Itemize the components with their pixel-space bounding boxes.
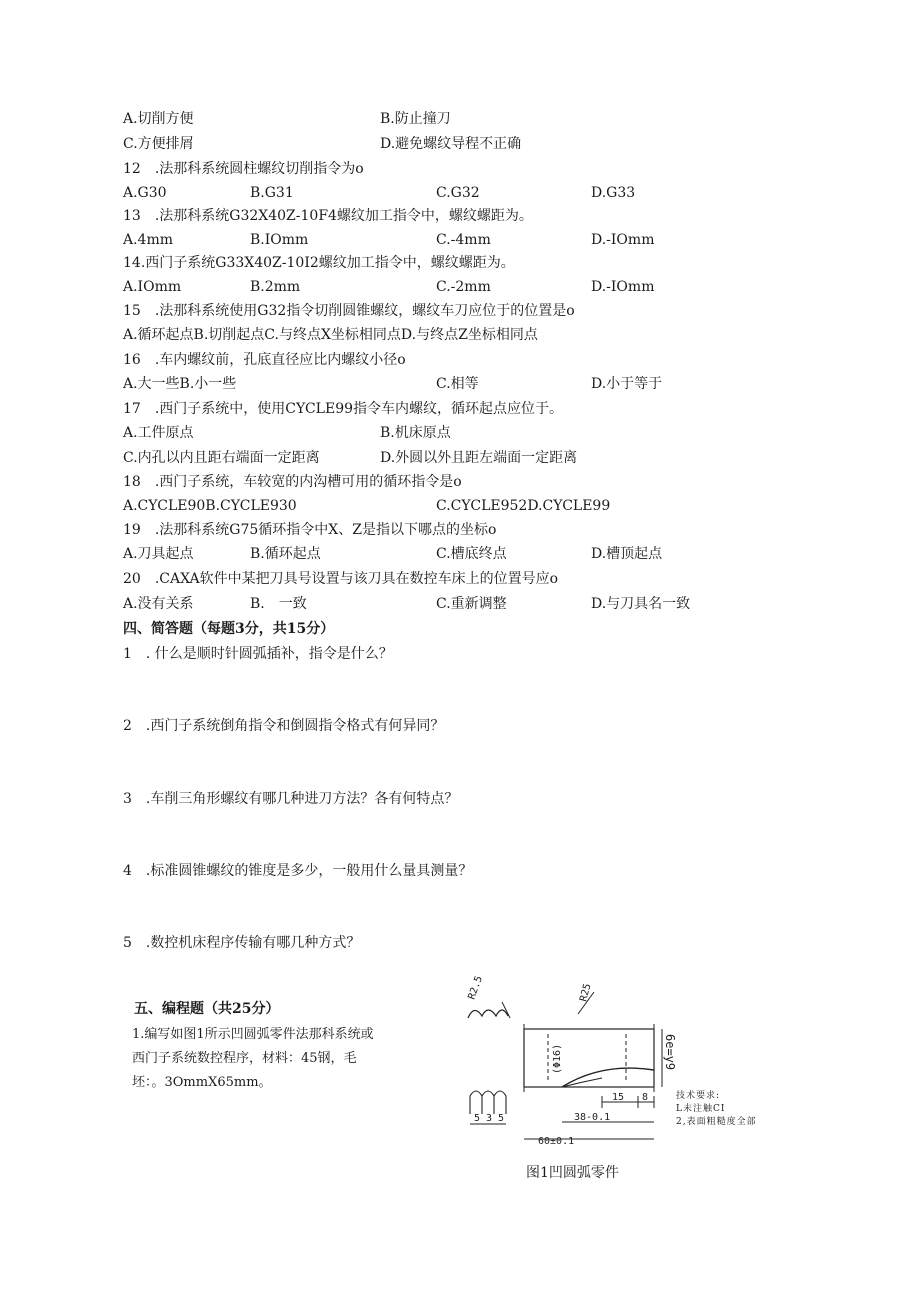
q20-option-b: B. 一致 bbox=[250, 596, 307, 612]
question-14-stem: 14.西门子系统G33X40Z-10I2螺纹加工指令中，螺纹螺距为。 bbox=[123, 255, 515, 271]
end-view-detail bbox=[470, 1091, 506, 1114]
option-11a: A.切削方便 bbox=[123, 111, 194, 127]
option-11d: D.避免螺纹导程不正确 bbox=[380, 136, 522, 152]
q13-option-b: B.IOmm bbox=[250, 232, 309, 248]
q13-option-c: C.-4mm bbox=[436, 232, 491, 248]
label-dim-60: 60±0.1 bbox=[538, 1136, 575, 1147]
q12-option-c: C.G32 bbox=[436, 185, 480, 201]
short-answer-4: 4 .标准圆锥螺纹的锥度是多少，一般用什么量具测量？ bbox=[123, 863, 473, 879]
figure-caption: 图1凹圆弧零件 bbox=[526, 1165, 619, 1181]
q17-option-d: D.外圆以外且距左端面一定距离 bbox=[380, 450, 578, 466]
question-15-stem: 15 .法那科系统使用G32指令切削圆锥螺纹，螺纹车刀应位于的位置是o bbox=[123, 303, 575, 319]
q14-option-b: B.2mm bbox=[250, 279, 301, 295]
q14-option-a: A.IOmm bbox=[123, 279, 182, 295]
question-20-stem: 20 .CAXA软件中某把刀具号设置与该刀具在数控车床上的位置号应o bbox=[123, 571, 559, 587]
q16-option-c: C.相等 bbox=[436, 376, 479, 392]
q12-option-a: A.G30 bbox=[123, 185, 167, 201]
label-dim-38: 38-0.1 bbox=[574, 1112, 611, 1123]
q20-option-c: C.重新调整 bbox=[436, 596, 507, 612]
section-4-heading: 四、简答题（每题3分，共15分） bbox=[123, 621, 335, 637]
label-r-large: R25 bbox=[578, 982, 594, 1003]
label-dim-3: 3 bbox=[486, 1113, 493, 1124]
tech-line-3: 2,表面粗糙度全部 bbox=[676, 1117, 757, 1127]
q19-option-a: A.刀具起点 bbox=[123, 546, 194, 562]
question-16-stem: 16 .车内螺纹前，孔底直径应比内螺纹小径o bbox=[123, 352, 406, 368]
question-12-stem: 12 .法那科系统圆柱螺纹切削指令为o bbox=[123, 161, 364, 177]
q12-option-d: D.G33 bbox=[591, 185, 636, 201]
question-13-stem: 13 .法那科系统G32X40Z-10F4螺纹加工指令中，螺纹螺距为。 bbox=[123, 208, 533, 224]
q14-option-c: C.-2mm bbox=[436, 279, 491, 295]
label-r-small: R2.5 bbox=[466, 974, 486, 1002]
arc-detail-small bbox=[468, 1010, 508, 1018]
q20-option-a: A.没有关系 bbox=[123, 596, 194, 612]
tech-line-1: 技术要求: bbox=[676, 1091, 721, 1101]
short-answer-3: 3 .车削三角形螺纹有哪几种进刀方法？各有何特点？ bbox=[123, 791, 459, 807]
q17-option-a: A.工件原点 bbox=[123, 425, 194, 441]
label-dim-8: 8 bbox=[642, 1092, 649, 1103]
q14-option-d: D.-IOmm bbox=[591, 279, 655, 295]
short-answer-1: 1 . 什么是顺时针圆弧插补，指令是什么？ bbox=[123, 646, 393, 662]
tech-line-2: L未注触CI bbox=[676, 1104, 726, 1114]
q16-option-ab: A.大一些B.小一些 bbox=[123, 376, 237, 392]
q20-option-d: D.与刀具名一致 bbox=[591, 596, 691, 612]
q17-option-b: B.机床原点 bbox=[380, 425, 451, 441]
short-answer-5: 5 .数控机床程序传输有哪几种方式？ bbox=[123, 935, 361, 951]
q15-options: A.循环起点B.切削起点C.与终点X坐标相同点D.与终点Z坐标相同点 bbox=[123, 327, 538, 343]
part-outline bbox=[524, 1029, 654, 1087]
label-diameter: (Φ16) bbox=[552, 1043, 563, 1074]
question-17-stem: 17 .西门子系统中，使用CYCLE99指令车内螺纹，循环起点应位于。 bbox=[123, 401, 564, 417]
q13-option-a: A.4mm bbox=[123, 232, 174, 248]
q19-option-d: D.槽顶起点 bbox=[591, 546, 663, 562]
q17-option-c: C.内孔以内且距右端面一定距离 bbox=[123, 450, 320, 466]
option-11b: B.防止撞刀 bbox=[380, 111, 451, 127]
label-dim-15: 15 bbox=[612, 1092, 625, 1103]
q19-option-b: B.循环起点 bbox=[250, 546, 321, 562]
option-11c: C.方便排屑 bbox=[123, 136, 194, 152]
q18-option-ab: A.CYCLE90B.CYCLE930 bbox=[123, 498, 297, 514]
q18-option-cd: C.CYCLE952D.CYCLE99 bbox=[436, 498, 611, 514]
q19-option-c: C.槽底终点 bbox=[436, 546, 507, 562]
technical-requirements bbox=[676, 1090, 757, 1129]
question-18-stem: 18 .西门子系统，车较宽的内沟槽可用的循环指令是o bbox=[123, 474, 462, 490]
q13-option-d: D.-IOmm bbox=[591, 232, 655, 248]
section-5-heading: 五、编程题（共25分） bbox=[134, 1001, 280, 1017]
programming-text-line-3: 坯：。3OmmX65mm。 bbox=[132, 1075, 272, 1090]
short-answer-2: 2 .西门子系统倒角指令和倒圆指令格式有何异同？ bbox=[123, 718, 445, 734]
programming-text-line-2: 西门子系统数控程序，材料：45钢，毛 bbox=[132, 1051, 357, 1066]
q12-option-b: B.G31 bbox=[250, 185, 294, 201]
label-tolerance: 6e=y9 bbox=[663, 1034, 677, 1071]
label-dim-5a: 5 bbox=[474, 1113, 481, 1124]
q16-option-d: D.小于等于 bbox=[591, 376, 663, 392]
question-19-stem: 19 .法那科系统G75循环指令中X、Z是指以下哪点的坐标o bbox=[123, 522, 497, 538]
label-dim-5b: 5 bbox=[498, 1113, 505, 1124]
programming-text-line-1: 1.编写如图1所示凹圆弧零件法那科系统或 bbox=[132, 1027, 374, 1042]
